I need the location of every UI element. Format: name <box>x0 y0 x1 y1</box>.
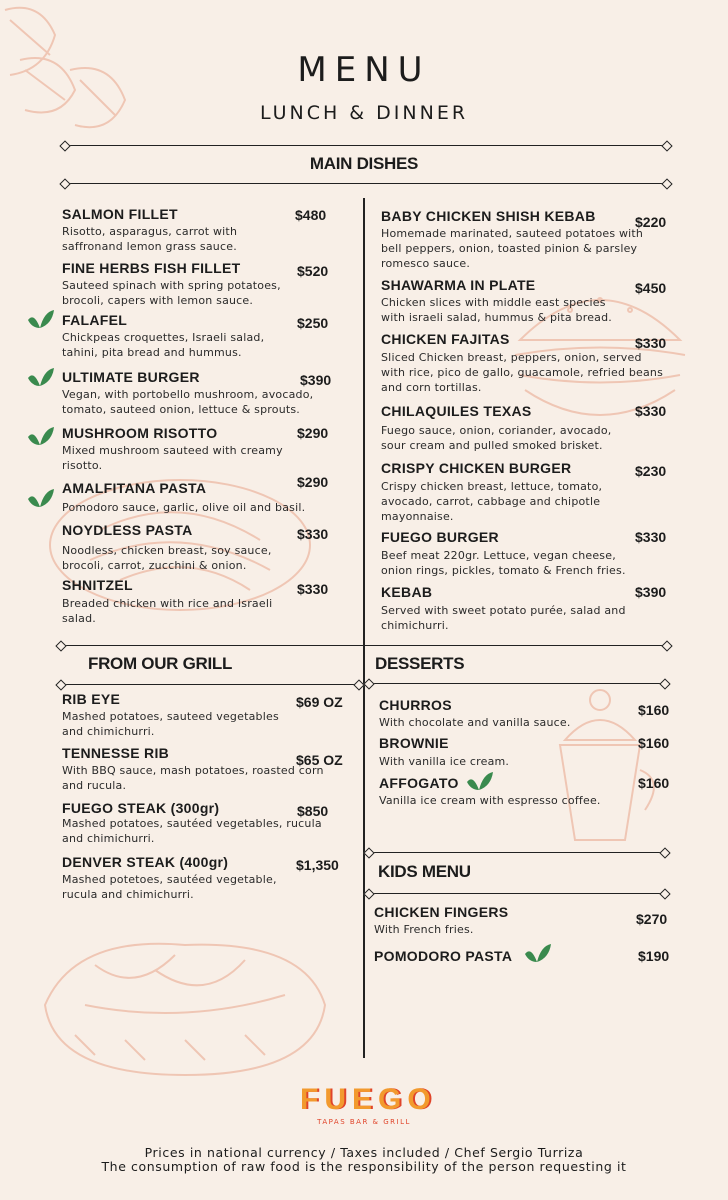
dish-name: ULTIMATE BURGER <box>62 369 200 385</box>
dessert-price: $160 <box>638 702 670 718</box>
divider-main-dishes <box>64 183 668 184</box>
dish-description: Served with sweet potato purée, salad and chimichurri. <box>381 604 626 632</box>
kids-item-price: $270 <box>636 911 668 927</box>
dish-price: $1,350 <box>296 857 339 873</box>
divider-top <box>64 145 668 146</box>
dish-description: Mixed mushroom sauteed with creamy risotto. <box>62 444 283 472</box>
dish-name: FUEGO BURGER <box>381 529 499 545</box>
kids-item-name: POMODORO PASTA <box>374 948 513 964</box>
dish-price: $480 <box>295 207 327 223</box>
divider-kids <box>368 893 666 894</box>
dessert-description: With vanilla ice cream. <box>379 755 510 768</box>
dish-name: RIB EYE <box>62 691 121 707</box>
dish-description: Mashed potatoes, sauteed vegetables and chimichurri. <box>62 710 279 738</box>
divider-grill-desserts <box>60 645 668 646</box>
dish-price: $250 <box>297 315 329 331</box>
vegan-leaf-icon <box>523 942 553 966</box>
dish-price: $450 <box>635 280 667 296</box>
divider-grill <box>60 684 360 685</box>
dish-name: SHAWARMA IN PLATE <box>381 277 536 293</box>
dish-price: $290 <box>297 474 329 490</box>
dessert-price: $160 <box>638 735 670 751</box>
dish-name: NOYDLESS PASTA <box>62 522 193 538</box>
section-title-main-dishes: MAIN DISHES <box>309 154 419 173</box>
dish-name: BABY CHICKEN SHISH KEBAB <box>381 208 596 224</box>
dish-price: $330 <box>635 403 667 419</box>
kids-item-price: $190 <box>638 948 670 964</box>
dish-price: $290 <box>297 425 329 441</box>
vegan-leaf-icon <box>26 308 56 332</box>
dish-description: Pomodoro sauce, garlic, olive oil and basil. <box>62 501 306 514</box>
vegan-leaf-icon <box>26 366 56 390</box>
dish-price: $65 OZ <box>296 752 343 768</box>
logo-wordmark: FUEGO <box>300 1083 437 1116</box>
dish-name: AMALFITANA PASTA <box>62 480 207 496</box>
divider-desserts <box>368 683 666 684</box>
menu-subtitle: LUNCH & DINNER <box>259 102 469 124</box>
column-divider <box>363 198 365 1058</box>
dish-name: FUEGO STEAK (300gr) <box>62 800 220 816</box>
vegan-leaf-icon <box>465 770 495 794</box>
dish-description: Crispy chicken breast, lettuce, tomato, avocado, carrot, cabbage and chipotle mayonnaise. <box>381 480 603 523</box>
dish-price: $390 <box>300 372 332 388</box>
dessert-name: CHURROS <box>379 697 452 713</box>
dish-price: $330 <box>297 526 329 542</box>
section-title-desserts: DESSERTS <box>375 654 465 673</box>
dish-name: KEBAB <box>381 584 433 600</box>
dish-description: Vegan, with portobello mushroom, avocado, tomato, sauteed onion, lettuce & sprouts. <box>62 388 314 416</box>
dish-price: $390 <box>635 584 667 600</box>
section-title-from-our-grill: FROM OUR GRILL <box>88 654 233 673</box>
dish-description: Risotto, asparagus, carrot with saffronand lemon grass sauce. <box>62 225 238 253</box>
dessert-description: Vanilla ice cream with espresso coffee. <box>379 794 601 807</box>
dish-name: SALMON FILLET <box>62 206 178 222</box>
dish-description: Chickpeas croquettes, Israeli salad, tahini, pita bread and hummus. <box>62 331 265 359</box>
dish-description: Beef meat 220gr. Lettuce, vegan cheese, onion rings, pickles, tomato & French fries. <box>381 549 626 577</box>
dish-price: $69 OZ <box>296 694 343 710</box>
kids-item-name: CHICKEN FINGERS <box>374 904 509 920</box>
dish-name: CHICKEN FAJITAS <box>381 331 510 347</box>
dish-description: Fuego sauce, onion, coriander, avocado, sour cream and pulled smoked brisket. <box>381 424 612 452</box>
fuego-logo <box>300 1083 437 1126</box>
dish-name: TENNESSE RIB <box>62 745 170 761</box>
logo-tagline: TAPAS BAR & GRILL <box>317 1118 411 1126</box>
dish-description: Sliced Chicken breast, peppers, onion, served with rice, pico de gallo, guacamole, refried beans and corn tortillas. <box>381 351 664 394</box>
dish-name: FALAFEL <box>62 312 128 328</box>
footer-prices-note: Prices in national currency / Taxes included / Chef Sergio Turriza <box>144 1145 584 1160</box>
dessert-name: BROWNIE <box>379 735 449 751</box>
dish-price: $220 <box>635 214 667 230</box>
dish-name: DENVER STEAK (400gr) <box>62 854 229 870</box>
dish-description: Noodless, chicken breast, soy sauce, brocoli, carrot, zucchini & onion. <box>62 544 272 572</box>
vegan-leaf-icon <box>26 425 56 449</box>
dish-name: SHNITZEL <box>62 577 133 593</box>
dessert-description: With chocolate and vanilla sauce. <box>379 716 571 729</box>
dish-name: CRISPY CHICKEN BURGER <box>381 460 572 476</box>
dish-price: $520 <box>297 263 329 279</box>
section-title-kids-menu: KIDS MENU <box>378 862 471 881</box>
dish-price: $230 <box>635 463 667 479</box>
dish-price: $330 <box>635 335 667 351</box>
dish-price: $850 <box>297 803 329 819</box>
dish-name: MUSHROOM RISOTTO <box>62 425 218 441</box>
dish-price: $330 <box>297 581 329 597</box>
dish-description: Homemade marinated, sauteed potatoes with bell peppers, onion, toasted pinion & parsley romesco sauce. <box>381 227 644 270</box>
dish-description: Mashed potatoes, sautéed vegetables, rucula and chimichurri. <box>62 817 322 845</box>
kids-item-description: With French fries. <box>374 923 474 936</box>
vegan-leaf-icon <box>26 487 56 511</box>
dish-description: With BBQ sauce, mash potatoes, roasted corn and rucula. <box>62 764 324 792</box>
dish-description: Breaded chicken with rice and Israeli salad. <box>62 597 273 625</box>
dish-description: Chicken slices with middle east species with israeli salad, hummus & pita bread. <box>381 296 612 324</box>
dish-description: Sauteed spinach with spring potatoes, brocoli, capers with lemon sauce. <box>62 279 281 307</box>
dish-price: $330 <box>635 529 667 545</box>
menu-title: MENU <box>297 50 431 90</box>
divider-kids-top <box>368 852 666 853</box>
footer-raw-food-note: The consumption of raw food is the responsibility of the person requesting it <box>101 1159 627 1174</box>
bread-loaf-sketch-illustration <box>35 925 335 1085</box>
dessert-name: AFFOGATO <box>379 775 459 791</box>
dish-name: FINE HERBS FISH FILLET <box>62 260 241 276</box>
dish-name: CHILAQUILES TEXAS <box>381 403 532 419</box>
dessert-price: $160 <box>638 775 670 791</box>
dish-description: Mashed potetoes, sautéed vegetable, rucula and chimichurri. <box>62 873 277 901</box>
